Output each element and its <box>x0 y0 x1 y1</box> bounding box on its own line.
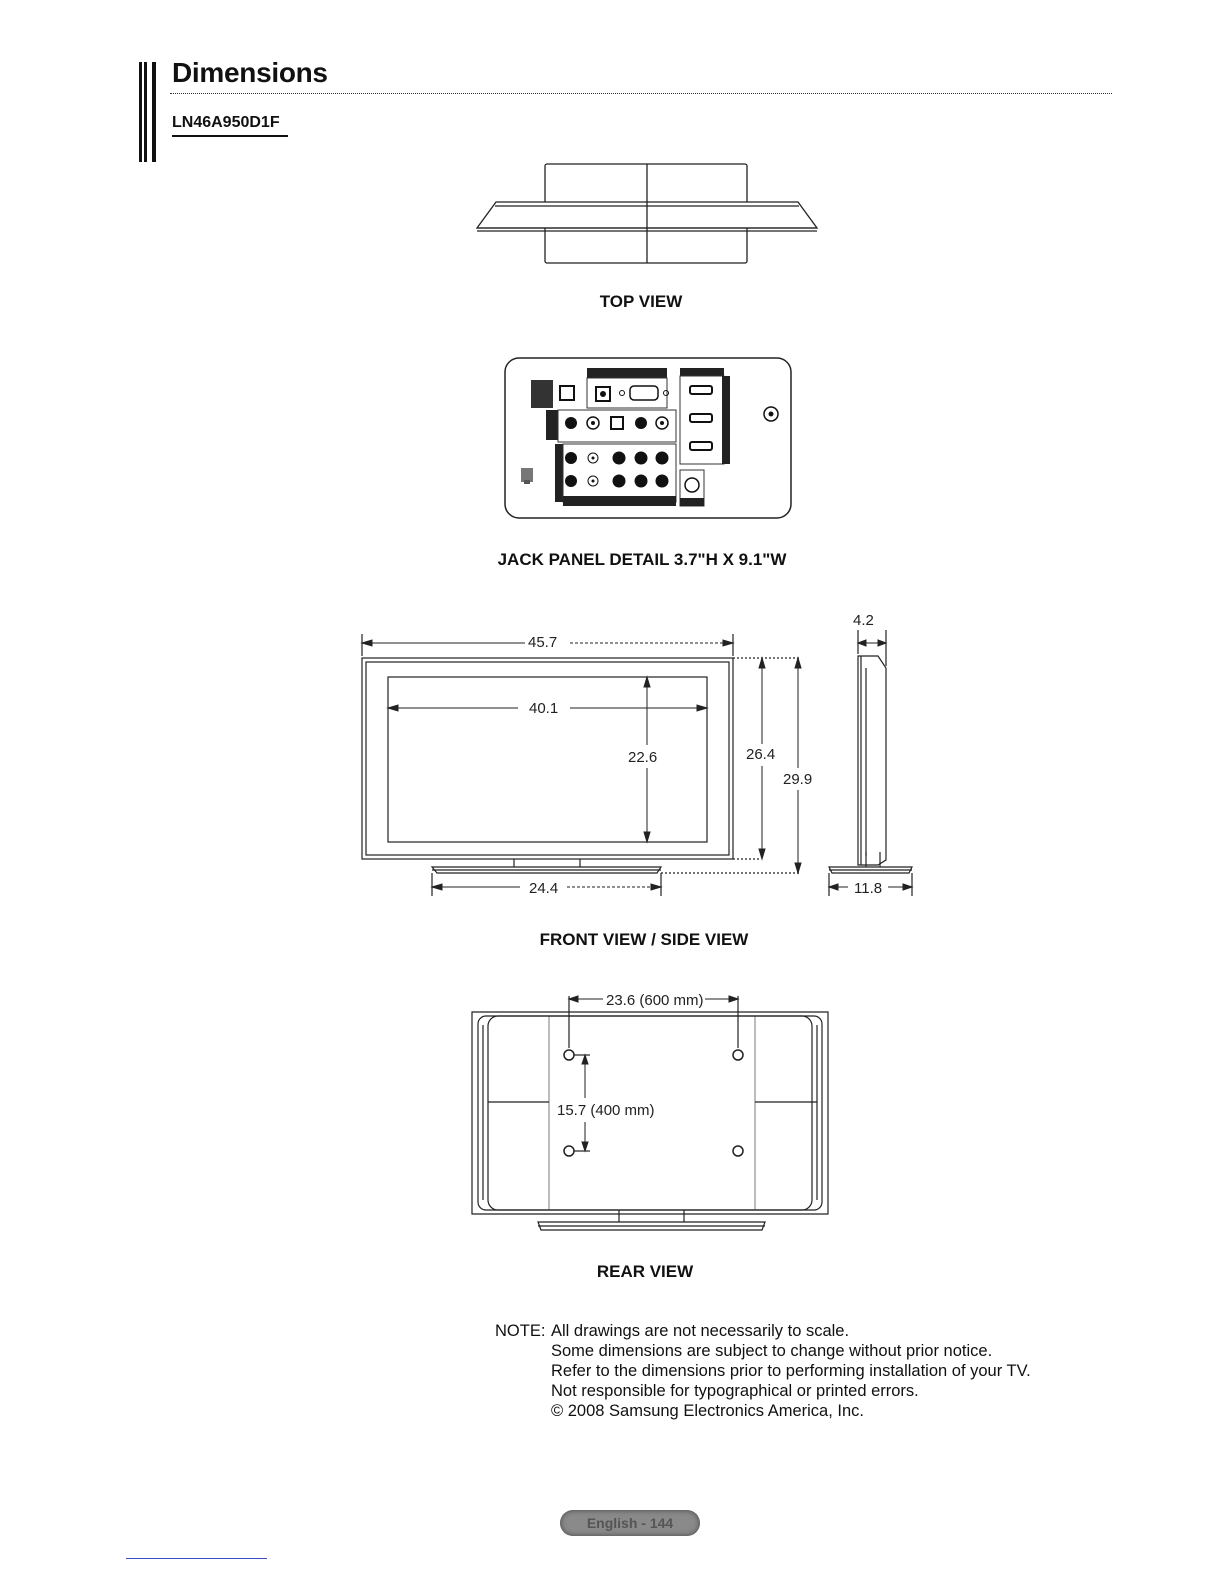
note-line: All drawings are not necessarily to scale. <box>551 1322 850 1340</box>
dim-vesa-height: 15.7 (400 mm) <box>557 1102 655 1119</box>
note-line: Some dimensions are subject to change without prior notice. <box>551 1342 993 1360</box>
note-line: © 2008 Samsung Electronics America, Inc. <box>551 1402 864 1420</box>
caption-rear-view: REAR VIEW <box>596 1262 694 1281</box>
note-label: NOTE: <box>495 1322 546 1340</box>
caption-jack-panel: JACK PANEL DETAIL 3.7"H X 9.1"W <box>497 550 787 569</box>
dim-stand-depth: 11.8 <box>854 880 883 897</box>
title-rule <box>170 93 1112 95</box>
dim-screen-width: 40.1 <box>529 700 559 717</box>
dim-stand-width: 24.4 <box>529 880 559 897</box>
footer-rule <box>126 1558 267 1559</box>
dim-height-without-stand: 26.4 <box>746 746 776 763</box>
dim-vesa-width: 23.6 (600 mm) <box>606 992 704 1009</box>
dim-overall-width: 45.7 <box>528 634 558 651</box>
note-line: Refer to the dimensions prior to performing installation of your TV. <box>551 1362 1031 1380</box>
note-line: Not responsible for typographical or printed errors. <box>551 1382 919 1400</box>
note-block <box>495 1321 1031 1421</box>
dim-height-with-stand: 29.9 <box>783 771 813 788</box>
caption-front-side-view: FRONT VIEW / SIDE VIEW <box>539 930 749 949</box>
model-underline <box>172 135 288 137</box>
page-title: Dimensions <box>172 57 328 88</box>
dim-screen-height: 22.6 <box>628 749 658 766</box>
page-number: English - 144 <box>586 1515 674 1531</box>
page-number-badge <box>560 1510 700 1536</box>
model-number: LN46A950D1F <box>172 114 280 131</box>
dim-depth: 4.2 <box>853 612 874 629</box>
caption-top-view: TOP VIEW <box>599 292 683 311</box>
